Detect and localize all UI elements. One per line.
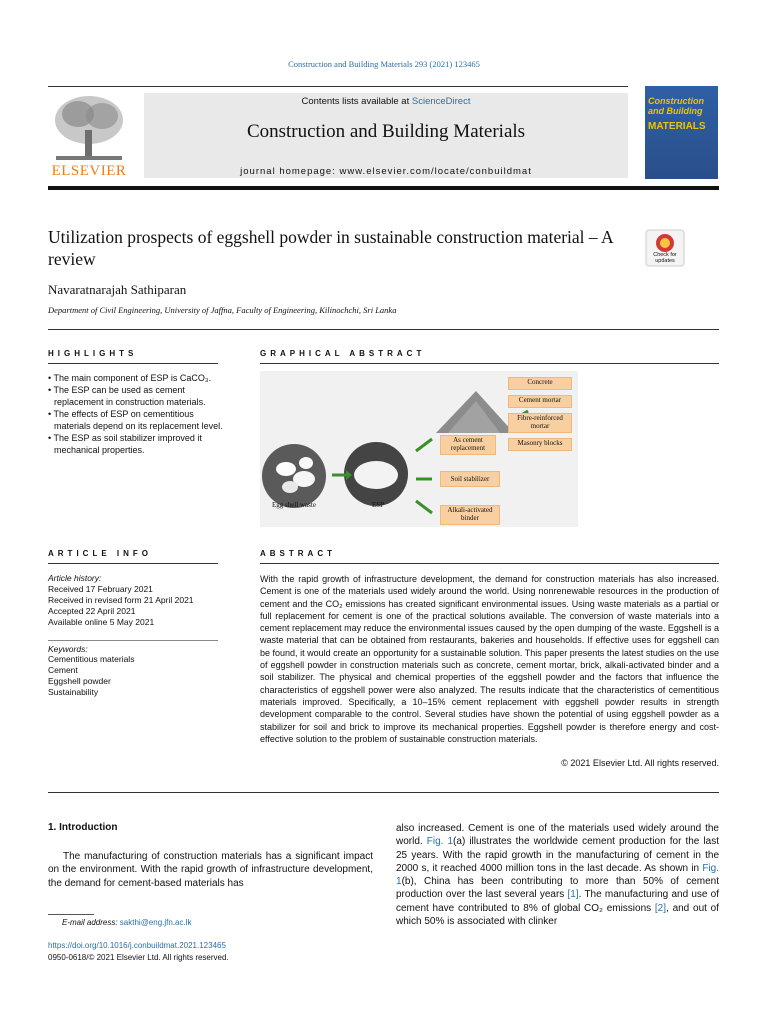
journal-citation-link[interactable]: Construction and Building Materials 293 (2021) 123465 — [288, 59, 480, 69]
keywords-rule — [48, 640, 218, 641]
journal-homepage[interactable]: journal homepage: www.elsevier.com/locate/conbuildmat — [240, 166, 532, 177]
doi-link[interactable]: https://doi.org/10.1016/j.conbuildmat.2021.123465 — [48, 941, 226, 950]
keyword: Cementitious materials — [48, 654, 135, 664]
keywords-label: Keywords: — [48, 644, 88, 654]
issn-copyright: 0950-0618/© 2021 Elsevier Ltd. All rights reserved. — [48, 953, 229, 962]
abstract-rule — [260, 563, 719, 564]
body-top-rule — [48, 792, 719, 793]
highlight-item: • The ESP can be used as cement replacement in construction materials. — [48, 385, 206, 407]
highlights-heading: HIGHLIGHTS — [48, 349, 138, 358]
ga-box-alkali: Alkali-activated binder — [440, 505, 500, 525]
highlight-item: • The main component of ESP is CaCO₃. — [48, 373, 212, 383]
ga-use-masonry: Masonry blocks — [508, 438, 572, 451]
article-info-rule — [48, 563, 218, 564]
ga-box-soil: Soil stabilizer — [440, 471, 500, 487]
header-bottom-rule — [48, 186, 719, 190]
keyword: Eggshell powder — [48, 676, 111, 686]
abstract-text: With the rapid growth of infrastructure development, the demand for construction materials has also increased. Cement is one of the materials used widely around the world. Using nonrenewable resources in the production of cement and the CO₂ emissions has created significant environmental issues. Using waste materials as a partial or full replacement for cement is one of the practical solutions available. The conversion of waste materials into a cement replacement may reduce the environmental issues caused by the open dumping of the waste. Eggshell is a waste material that can be obtained from restaurants, bakeries and households. If effective uses for eggshell can be found, it would create an opportunity for a sustainable solution. This paper presents the latest studies on the use of eggshell powder in construction materials such as concrete, cement mortar, brick, alkali-activated binder and a soil stabilizer. The physical and chemical properties of the eggshell powder and the factors that influence the characteristics of eggshell power were also analyzed. The results indicate that the characteristics of cementitious materials improved. Specifically, a 10–15% cement replacement with eggshell powder results in strength development comparable to the control. Several studies have shown the potential of using eggshell powder as a stabilizer for soil and brick to improve its mechanical properties. Eggshell powder is therefore energy and cost-effective solution to the problem of sustainable construction materials. — [260, 574, 719, 744]
contents-prefix: Contents lists available at — [301, 96, 412, 107]
elsevier-tree-logo — [48, 92, 130, 164]
ref2-link[interactable]: [2] — [654, 902, 667, 914]
ga-box-cement: As cement replacement — [440, 435, 496, 455]
header-top-rule — [48, 86, 628, 87]
journal-title: Construction and Building Materials — [246, 121, 526, 142]
email-footnote: E-mail address: sakthi@eng.jfn.ac.lk — [62, 918, 192, 927]
introduction-heading: 1. Introduction — [48, 822, 118, 833]
abstract-heading: ABSTRACT — [260, 549, 336, 558]
history-online: Available online 5 May 2021 — [48, 617, 155, 627]
history-label: Article history: — [48, 573, 102, 583]
history-revised: Received in revised form 21 April 2021 — [48, 595, 194, 605]
publisher-wordmark: ELSEVIER — [51, 163, 127, 179]
contents-available — [144, 96, 628, 107]
title-rule — [48, 329, 719, 330]
article-title: Utilization prospects of eggshell powder in sustainable construction material – A review — [48, 227, 613, 269]
highlights-rule — [48, 363, 218, 364]
graphical-abstract-figure — [260, 371, 578, 527]
intro-column-1: The manufacturing of construction materials has a significant impact on the environment. With the rapid growth of infrastructure development, the demand for cement-based materials has — [48, 851, 373, 889]
highlights-list — [48, 372, 228, 456]
ga-use-mortar: Cement mortar — [508, 395, 572, 408]
abstract-copyright: © 2021 Elsevier Ltd. All rights reserved. — [561, 758, 719, 768]
check-for-updates-badge[interactable] — [645, 229, 685, 267]
intro-column-2: also increased. Cement is one of the materials used widely around the world. Fig. 1(a) illustrates the worldwide cement production for the last 25 years. With the rapid growth in the manufacturing of cement in the 2000 s, it reached 4000 million tons in the last decade. As shown in Fig. 1(b), China has been contributing to more than 50% of cement production over the last several years [1]. The manufacturing and use of cement have contributed to 8% of global CO₂ emissions [2], and out of which 50% is associated with clinker — [396, 823, 719, 928]
ga-esp-label: ESP — [372, 501, 385, 509]
author-affiliation: Department of Civil Engineering, University of Jaffna, Faculty of Engineering, Kilinochchi, Sri Lanka — [48, 305, 397, 315]
highlight-item: • The effects of ESP on cementitious materials depend on its replacement level. — [48, 409, 223, 431]
sciencedirect-link[interactable]: ScienceDirect — [411, 96, 471, 107]
cover-subtitle: MATERIALS — [648, 121, 706, 132]
history-accepted: Accepted 22 April 2021 — [48, 606, 136, 616]
fig1b-link[interactable]: Fig. 1 — [396, 862, 719, 888]
check-updates-label: Check for updates — [653, 252, 677, 264]
graphical-abstract-heading: GRAPHICAL ABSTRACT — [260, 349, 426, 358]
ref1-link[interactable]: [1] — [567, 889, 579, 901]
keyword: Sustainability — [48, 687, 99, 697]
highlight-item: • The ESP as soil stabilizer improved it mechanical properties. — [48, 433, 202, 455]
ga-use-concrete: Concrete — [508, 377, 572, 390]
footnote-rule — [48, 914, 94, 915]
author-name: Navaratnarajah Sathiparan — [48, 282, 187, 297]
article-info-heading: ARTICLE INFO — [48, 549, 152, 558]
graphical-abstract-rule — [260, 363, 719, 364]
cover-title: Construction and Building — [648, 96, 704, 116]
ga-use-fibre: Fibre-reinforced mortar — [508, 413, 572, 433]
ga-eggshell-label: Egg shell waste — [272, 501, 316, 509]
fig1a-link[interactable]: Fig. 1 — [426, 836, 454, 848]
keyword: Cement — [48, 665, 78, 675]
history-received: Received 17 February 2021 — [48, 584, 153, 594]
email-link[interactable]: sakthi@eng.jfn.ac.lk — [119, 918, 192, 927]
